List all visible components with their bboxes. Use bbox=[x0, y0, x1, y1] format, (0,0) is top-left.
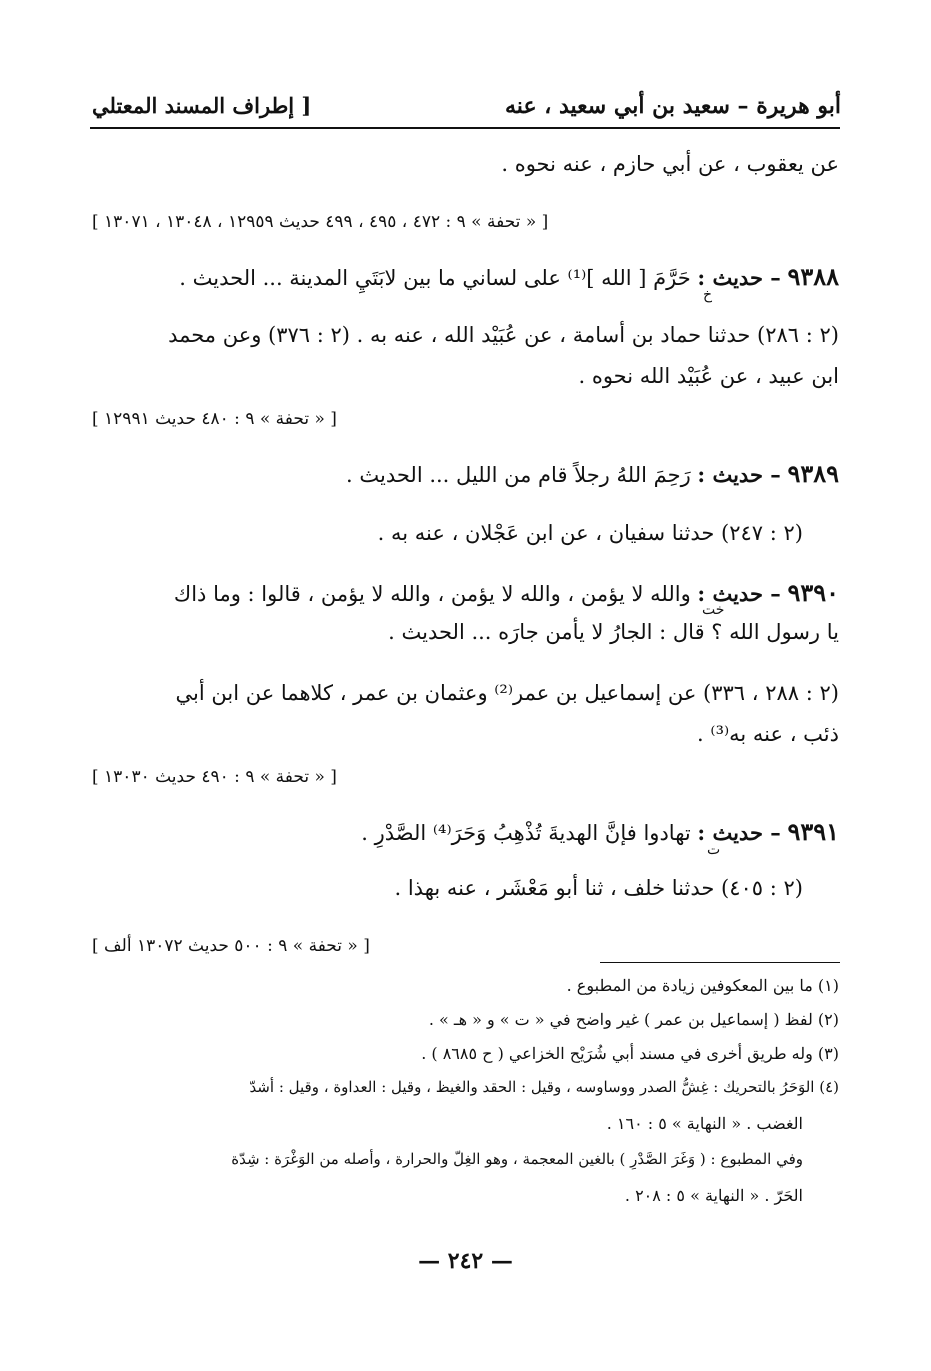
running-header-left: [ إطراف المسند المعتلي bbox=[92, 93, 312, 118]
footnote: الغضب . « النهاية » ٥ : ١٦٠ . bbox=[606, 1114, 803, 1133]
hadith-text: رَحِمَ اللهُ رجلاً قام من الليل ... الحديث . bbox=[346, 463, 691, 487]
body-line: (٢ : ٢٤٧) حدثنا سفيان ، عن ابن عَجْلان ، عنه به . bbox=[377, 521, 803, 545]
body-line: ذئب ، عنه به⁽³⁾ . bbox=[697, 722, 839, 746]
hadith-text: تهادوا فإنَّ الهديةَ تُذْهِبُ وَحَرَ⁽⁴⁾ الصَّدْرِ . bbox=[361, 821, 691, 845]
footnote: (١) ما بين المعكوفين زيادة من المطبوع . bbox=[566, 976, 839, 995]
tuhfa-reference: [ « تحفة » ٩ : ٤٩٠ حديث ١٣٠٣٠ ] bbox=[92, 767, 337, 787]
hadith-keyword: – حديث : bbox=[697, 581, 781, 606]
footnote: وفي المطبوع : ( وَغَرَ الصَّدْرِ ) بالغين المعجمة ، وهو الغِلّ والحرارة ، وأصله من الوَغْرَة : شِدّة bbox=[231, 1150, 803, 1168]
footnote: (٤) الوَحَرُ بالتحريك : غِشُّ الصدر ووساوسه ، وقيل : الحقد والغيظ ، وقيل : العداوة ، وقيل : أشدّ bbox=[249, 1078, 839, 1096]
tuhfa-reference: [ « تحفة » ٩ : ٥٠٠ حديث ١٣٠٧٢ ألف ] bbox=[92, 936, 370, 956]
tuhfa-reference: [ « تحفة » ٩ : ٤٧٢ ، ٤٩٥ ، ٤٩٩ حديث ١٢٩٥٩ ، ١٣٠٤٨ ، ١٣٠٧١ ] bbox=[92, 212, 549, 232]
body-line: يا رسول الله ؟ قال : الجارُ لا يأمن جارَه ... الحديث . bbox=[388, 620, 839, 644]
hadith-number: ٩٣٩٠ bbox=[787, 578, 839, 607]
footnote-rule bbox=[600, 962, 840, 963]
body-line: (٢ : ٢٨٦) حدثنا حماد بن أسامة ، عن عُبَيْد الله ، عنه به . (٢ : ٣٧٦) وعن محمد bbox=[168, 323, 839, 347]
body-line: (٢ : ٢٨٨ ، ٣٣٦) عن إسماعيل بن عمر⁽²⁾ وعثمان بن عمر ، كلاهما عن ابن أبي bbox=[175, 681, 839, 705]
collection-mark: خ bbox=[703, 287, 713, 303]
hadith-keyword: – حديث : bbox=[697, 265, 781, 290]
running-header-right: أبو هريرة – سعيد بن أبي سعيد ، عنه bbox=[505, 93, 841, 119]
hadith-number: ٩٣٨٨ bbox=[787, 262, 839, 291]
hadith-entry-9391 bbox=[361, 817, 839, 846]
collection-mark: خت bbox=[702, 602, 725, 618]
hadith-keyword: – حديث : bbox=[697, 462, 781, 487]
hadith-entry-9389 bbox=[346, 459, 839, 488]
hadith-number: ٩٣٩١ bbox=[787, 817, 839, 846]
header-rule bbox=[90, 127, 840, 129]
footnote: الحَرّ . « النهاية » ٥ : ٢٠٨ . bbox=[624, 1186, 803, 1205]
body-line: (٢ : ٤٠٥) حدثنا خلف ، ثنا أبو مَعْشَر ، عنه بهذا . bbox=[394, 876, 803, 900]
collection-mark: ت bbox=[707, 842, 721, 858]
hadith-number: ٩٣٨٩ bbox=[787, 459, 839, 488]
hadith-keyword: – حديث : bbox=[697, 820, 781, 845]
tuhfa-reference: [ « تحفة » ٩ : ٤٨٠ حديث ١٢٩٩١ ] bbox=[92, 409, 337, 429]
hadith-text: حَرَّمَ [ الله ]⁽¹⁾ على لساني ما بين لابَتَيِ المدينة ... الحديث . bbox=[179, 266, 691, 290]
page-number: — ٢٤٢ — bbox=[418, 1248, 513, 1274]
hadith-text: والله لا يؤمن ، والله لا يؤمن ، والله لا يؤمن ، قالوا : وما ذاك bbox=[173, 582, 691, 606]
body-line: ابن عبيد ، عن عُبَيْد الله نحوه . bbox=[578, 364, 839, 388]
body-line: عن يعقوب ، عن أبي حازم ، عنه نحوه . bbox=[501, 152, 839, 176]
hadith-entry-9390 bbox=[174, 578, 839, 607]
hadith-entry-9388 bbox=[179, 262, 839, 291]
footnote: (٢) لفظ ( إسماعيل بن عمر ) غير واضح في « ت » و « هـ » . bbox=[428, 1010, 839, 1029]
footnote: (٣) وله طريق أخرى في مسند أبي شُرَيْح الخزاعي ( ح ٨٦٨٥ ) . bbox=[421, 1044, 839, 1063]
